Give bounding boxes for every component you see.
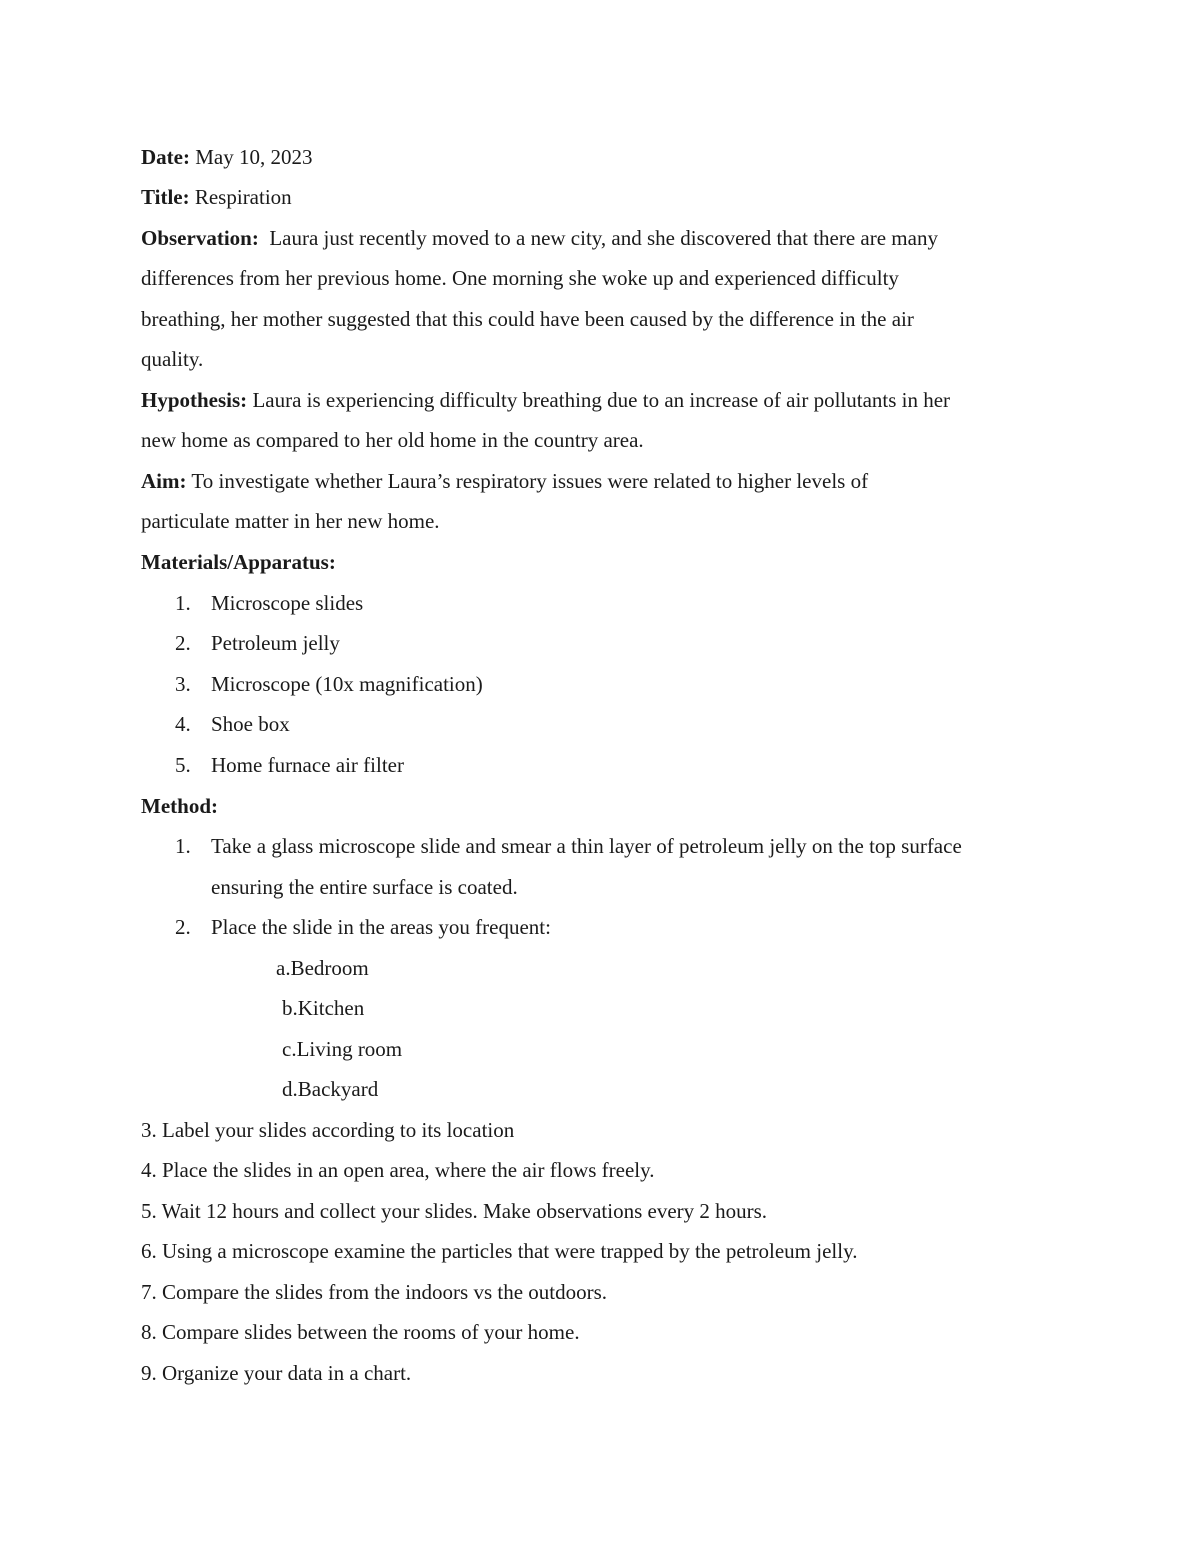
date-line xyxy=(141,145,312,169)
method-step-6: 6. Using a microscope examine the particles that were trapped by the petroleum jelly. xyxy=(141,1239,858,1263)
material-item-1: Microscope slides xyxy=(211,591,364,615)
location-item-living-room: c.Living room xyxy=(282,1037,403,1061)
observation-label: Observation: xyxy=(141,226,259,250)
method-step-1-line-1: Take a glass microscope slide and smear a thin layer of petroleum jelly on the top surface xyxy=(211,834,962,858)
observation-line-1 xyxy=(141,226,938,250)
aim-text-1: To investigate whether Laura’s respiratory issues were related to higher levels of xyxy=(186,469,869,493)
location-item-kitchen: b.Kitchen xyxy=(282,996,365,1020)
method-step-8: 8. Compare slides between the rooms of your home. xyxy=(141,1320,580,1344)
method-step-1-line-2: ensuring the entire surface is coated. xyxy=(211,875,518,899)
method-step-9: 9. Organize your data in a chart. xyxy=(141,1361,412,1385)
aim-line-2: particulate matter in her new home. xyxy=(141,509,440,533)
observation-line-4: quality. xyxy=(141,347,204,371)
hypothesis-label: Hypothesis: xyxy=(141,388,248,412)
title-line xyxy=(141,185,292,209)
title-label: Title: xyxy=(141,185,190,209)
location-item-backyard: d.Backyard xyxy=(282,1077,379,1101)
material-number-3: 3. xyxy=(175,672,191,696)
hypothesis-line-1 xyxy=(141,388,950,412)
location-item-bedroom: a.Bedroom xyxy=(276,956,369,980)
material-item-4: Shoe box xyxy=(211,712,290,736)
material-number-1: 1. xyxy=(175,591,191,615)
material-number-2: 2. xyxy=(175,631,191,655)
method-step-number-1: 1. xyxy=(175,834,191,858)
material-number-4: 4. xyxy=(175,712,191,736)
material-item-2: Petroleum jelly xyxy=(211,631,340,655)
observation-line-3: breathing, her mother suggested that this could have been caused by the difference in the air xyxy=(141,307,914,331)
material-item-5: Home furnace air filter xyxy=(211,753,404,777)
method-heading: Method: xyxy=(141,794,218,818)
title-value: Respiration xyxy=(189,185,292,209)
observation-line-2: differences from her previous home. One morning she woke up and experienced difficulty xyxy=(141,266,899,290)
aim-line-1 xyxy=(141,469,868,493)
date-value: May 10, 2023 xyxy=(189,145,313,169)
material-number-5: 5. xyxy=(175,753,191,777)
aim-label: Aim: xyxy=(141,469,187,493)
method-step-3: 3. Label your slides according to its location xyxy=(141,1118,515,1142)
method-step-2: Place the slide in the areas you frequent: xyxy=(211,915,551,939)
date-label: Date: xyxy=(141,145,190,169)
material-item-3: Microscope (10x magnification) xyxy=(211,672,483,696)
method-step-4: 4. Place the slides in an open area, where the air flows freely. xyxy=(141,1158,655,1182)
hypothesis-line-2: new home as compared to her old home in the country area. xyxy=(141,428,644,452)
method-step-5: 5. Wait 12 hours and collect your slides. Make observations every 2 hours. xyxy=(141,1199,768,1223)
method-step-number-2: 2. xyxy=(175,915,191,939)
materials-heading: Materials/Apparatus: xyxy=(141,550,336,574)
method-step-7: 7. Compare the slides from the indoors vs the outdoors. xyxy=(141,1280,608,1304)
observation-text-1: Laura just recently moved to a new city, and she discovered that there are many xyxy=(258,226,938,250)
hypothesis-text-1: Laura is experiencing difficulty breathing due to an increase of air pollutants in her xyxy=(247,388,951,412)
